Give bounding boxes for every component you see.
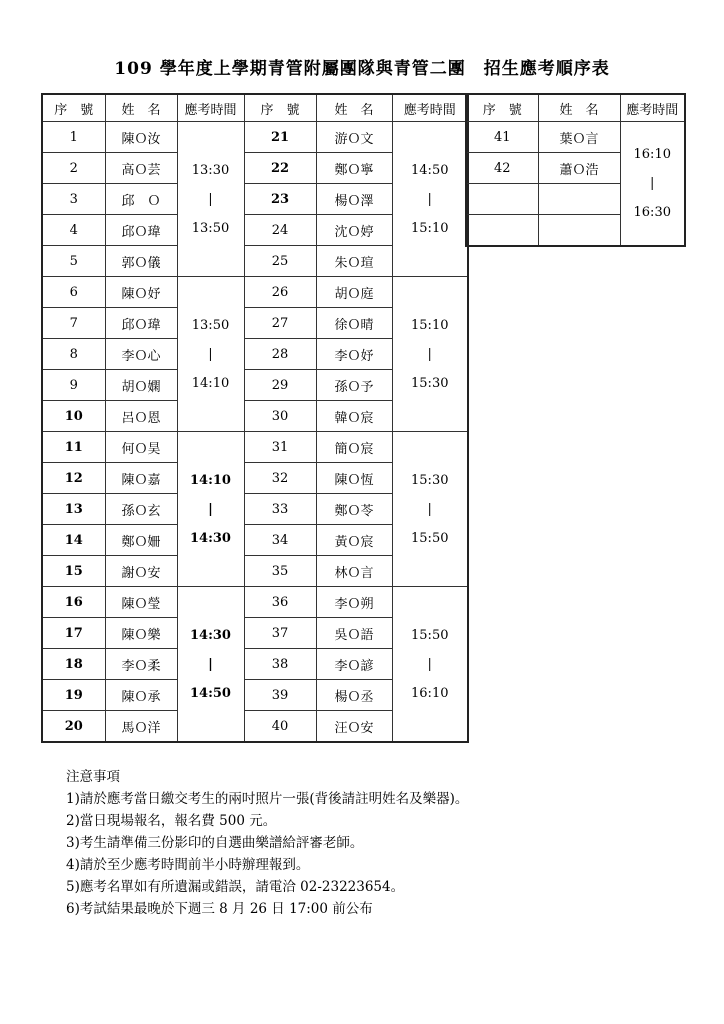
time-end: 14:10 xyxy=(191,375,230,391)
seq-cell: 39 xyxy=(244,680,316,711)
seq-cell: 16 xyxy=(42,587,105,618)
header-name: 姓 名 xyxy=(105,94,177,122)
name-cell: 陳Ｏ恆 xyxy=(316,463,392,494)
name-cell: 胡Ｏ庭 xyxy=(316,277,392,308)
header-seq: 序 號 xyxy=(466,94,538,122)
time-end: 16:10 xyxy=(411,685,449,701)
name-cell: 李Ｏ妤 xyxy=(316,339,392,370)
time-end: 14:50 xyxy=(190,685,231,701)
name-cell: 吳Ｏ語 xyxy=(316,618,392,649)
seq-cell: 13 xyxy=(42,494,105,525)
name-cell: 簡Ｏ宸 xyxy=(316,432,392,463)
note-item: 6)考試結果最晚於下週三 8 月 26 日 17:00 前公布 xyxy=(66,901,373,917)
seq-cell: 27 xyxy=(244,308,316,339)
time-cell xyxy=(392,587,468,743)
header-name: 姓 名 xyxy=(316,94,392,122)
header-time: 應考時間 xyxy=(620,94,685,122)
schedule-table-right xyxy=(465,93,686,247)
time-separator: | xyxy=(208,191,213,207)
header-time: 應考時間 xyxy=(177,94,244,122)
name-cell: 馬Ｏ洋 xyxy=(105,711,177,743)
seq-cell: 21 xyxy=(244,122,316,153)
note-item: 5)應考名單如有所遺漏或錯誤，請電洽 02-23223654。 xyxy=(66,879,405,895)
seq-cell xyxy=(466,215,538,247)
name-cell xyxy=(538,184,620,215)
name-cell: 朱Ｏ瑄 xyxy=(316,246,392,277)
name-cell: 鄭Ｏ寧 xyxy=(316,153,392,184)
seq-cell: 31 xyxy=(244,432,316,463)
seq-cell: 7 xyxy=(42,308,105,339)
time-separator: | xyxy=(208,346,213,362)
seq-cell: 1 xyxy=(42,122,105,153)
name-cell xyxy=(538,215,620,247)
name-cell: 陳Ｏ嘉 xyxy=(105,463,177,494)
time-end: 14:30 xyxy=(190,530,231,546)
seq-cell: 41 xyxy=(466,122,538,153)
time-separator: | xyxy=(208,656,213,672)
table-row xyxy=(466,122,685,153)
name-cell: 黃Ｏ宸 xyxy=(316,525,392,556)
name-cell: 陳Ｏ樂 xyxy=(105,618,177,649)
time-start: 15:30 xyxy=(411,472,449,488)
seq-cell: 2 xyxy=(42,153,105,184)
time-start: 15:10 xyxy=(411,317,449,333)
time-end: 15:50 xyxy=(411,530,449,546)
seq-cell: 30 xyxy=(244,401,316,432)
name-cell: 韓Ｏ宸 xyxy=(316,401,392,432)
name-cell: 鄭Ｏ苓 xyxy=(316,494,392,525)
table-row xyxy=(42,122,468,153)
name-cell: 李Ｏ心 xyxy=(105,339,177,370)
name-cell: 李Ｏ朔 xyxy=(316,587,392,618)
time-start: 16:10 xyxy=(633,147,671,162)
note-item: 4)請於至少應考時間前半小時辦理報到。 xyxy=(66,857,310,873)
name-cell: 沈Ｏ婷 xyxy=(316,215,392,246)
seq-cell: 33 xyxy=(244,494,316,525)
name-cell: 何Ｏ昊 xyxy=(105,432,177,463)
seq-cell: 14 xyxy=(42,525,105,556)
name-cell: 李Ｏ諺 xyxy=(316,649,392,680)
time-start: 14:50 xyxy=(411,162,449,178)
seq-cell: 25 xyxy=(244,246,316,277)
name-cell: 孫Ｏ玄 xyxy=(105,494,177,525)
time-cell xyxy=(392,277,468,432)
name-cell: 陳Ｏ汝 xyxy=(105,122,177,153)
name-cell: 鄭Ｏ姍 xyxy=(105,525,177,556)
name-cell: 邱 Ｏ xyxy=(105,184,177,215)
time-cell xyxy=(177,277,244,432)
header-seq: 序 號 xyxy=(42,94,105,122)
name-cell: 林Ｏ言 xyxy=(316,556,392,587)
time-start: 14:10 xyxy=(190,472,231,488)
notes-section xyxy=(66,766,468,920)
time-end: 13:50 xyxy=(191,220,230,236)
name-cell: 謝Ｏ安 xyxy=(105,556,177,587)
seq-cell xyxy=(466,184,538,215)
seq-cell: 28 xyxy=(244,339,316,370)
time-cell xyxy=(177,432,244,587)
seq-cell: 40 xyxy=(244,711,316,743)
name-cell: 陳Ｏ瑩 xyxy=(105,587,177,618)
name-cell: 胡Ｏ嫻 xyxy=(105,370,177,401)
time-cell xyxy=(392,432,468,587)
time-cell xyxy=(620,122,685,247)
seq-cell: 42 xyxy=(466,153,538,184)
header-row xyxy=(42,94,468,122)
time-end: 15:30 xyxy=(411,375,449,391)
table-row xyxy=(42,432,468,463)
time-separator: | xyxy=(427,501,432,517)
name-cell: 邱Ｏ瑋 xyxy=(105,308,177,339)
name-cell: 楊Ｏ丞 xyxy=(316,680,392,711)
header-row xyxy=(466,94,685,122)
name-cell: 游Ｏ文 xyxy=(316,122,392,153)
time-separator: | xyxy=(427,191,432,207)
seq-cell: 3 xyxy=(42,184,105,215)
time-start: 13:30 xyxy=(191,162,230,178)
header-seq: 序 號 xyxy=(244,94,316,122)
table-row xyxy=(42,587,468,618)
seq-cell: 23 xyxy=(244,184,316,215)
time-separator: | xyxy=(427,656,432,672)
schedule-table xyxy=(41,93,469,743)
name-cell: 徐Ｏ晴 xyxy=(316,308,392,339)
time-start: 14:30 xyxy=(190,627,231,643)
header-name: 姓 名 xyxy=(538,94,620,122)
time-end: 16:30 xyxy=(633,205,671,220)
time-separator: | xyxy=(650,176,655,191)
name-cell: 陳Ｏ承 xyxy=(105,680,177,711)
seq-cell: 18 xyxy=(42,649,105,680)
seq-cell: 20 xyxy=(42,711,105,743)
notes-heading: 注意事項 xyxy=(66,769,120,785)
seq-cell: 15 xyxy=(42,556,105,587)
note-item: 2)當日現場報名，報名費 500 元。 xyxy=(66,813,277,829)
name-cell: 汪Ｏ安 xyxy=(316,711,392,743)
time-start: 15:50 xyxy=(411,627,449,643)
page-title: 109 學年度上學期青管附屬團隊與青管二團 招生應考順序表 xyxy=(114,59,610,79)
seq-cell: 32 xyxy=(244,463,316,494)
time-separator: | xyxy=(427,346,432,362)
seq-cell: 6 xyxy=(42,277,105,308)
seq-cell: 35 xyxy=(244,556,316,587)
note-item: 3)考生請準備三份影印的自選曲樂譜給評審老師。 xyxy=(66,835,364,851)
time-end: 15:10 xyxy=(411,220,449,236)
seq-cell: 37 xyxy=(244,618,316,649)
name-cell: 楊Ｏ澤 xyxy=(316,184,392,215)
header-time: 應考時間 xyxy=(392,94,468,122)
seq-cell: 8 xyxy=(42,339,105,370)
seq-cell: 19 xyxy=(42,680,105,711)
time-cell xyxy=(177,122,244,277)
time-cell xyxy=(392,122,468,277)
name-cell: 郭Ｏ儀 xyxy=(105,246,177,277)
seq-cell: 10 xyxy=(42,401,105,432)
time-cell xyxy=(177,587,244,743)
time-start: 13:50 xyxy=(191,317,230,333)
seq-cell: 29 xyxy=(244,370,316,401)
name-cell: 葉Ｏ言 xyxy=(538,122,620,153)
name-cell: 高Ｏ芸 xyxy=(105,153,177,184)
name-cell: 陳Ｏ妤 xyxy=(105,277,177,308)
name-cell: 邱Ｏ瑋 xyxy=(105,215,177,246)
seq-cell: 24 xyxy=(244,215,316,246)
name-cell: 孫Ｏ予 xyxy=(316,370,392,401)
seq-cell: 38 xyxy=(244,649,316,680)
seq-cell: 4 xyxy=(42,215,105,246)
seq-cell: 17 xyxy=(42,618,105,649)
seq-cell: 34 xyxy=(244,525,316,556)
seq-cell: 9 xyxy=(42,370,105,401)
seq-cell: 22 xyxy=(244,153,316,184)
seq-cell: 36 xyxy=(244,587,316,618)
time-separator: | xyxy=(208,501,213,517)
note-item: 1)請於應考當日繳交考生的兩吋照片一張(背後請註明姓名及樂器)。 xyxy=(66,791,469,807)
seq-cell: 11 xyxy=(42,432,105,463)
seq-cell: 26 xyxy=(244,277,316,308)
seq-cell: 5 xyxy=(42,246,105,277)
seq-cell: 12 xyxy=(42,463,105,494)
name-cell: 李Ｏ柔 xyxy=(105,649,177,680)
name-cell: 蕭Ｏ浩 xyxy=(538,153,620,184)
table-row xyxy=(42,277,468,308)
name-cell: 呂Ｏ恩 xyxy=(105,401,177,432)
